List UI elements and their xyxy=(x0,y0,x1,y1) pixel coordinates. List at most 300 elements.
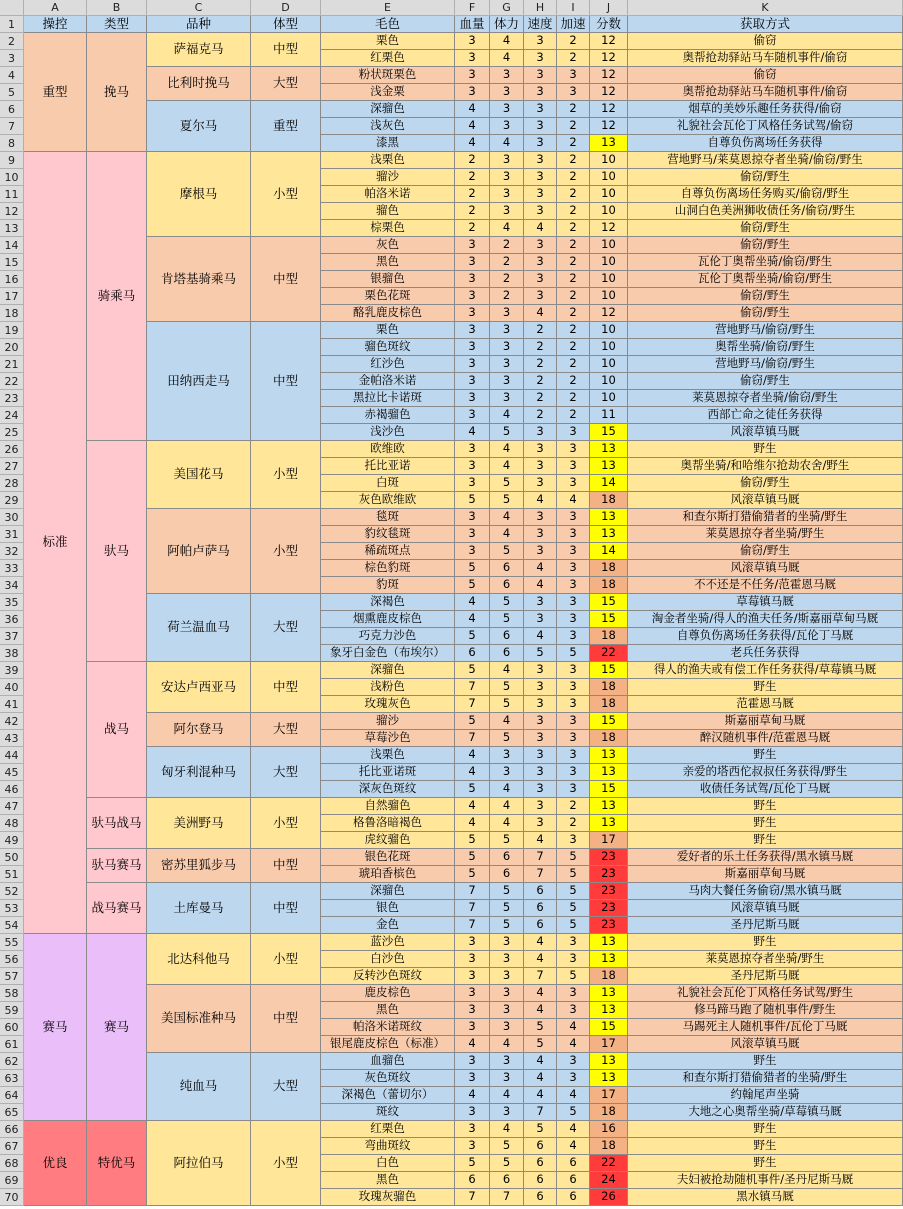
size-cell[interactable]: 大型 xyxy=(251,713,321,747)
row-header[interactable]: 48 xyxy=(0,815,24,832)
row-header[interactable]: 69 xyxy=(0,1172,24,1189)
health-cell[interactable]: 3 xyxy=(455,33,490,50)
speed-cell[interactable]: 4 xyxy=(524,1002,557,1019)
source-cell[interactable]: 营地野马/莱莫恩掠夺者坐骑/偷窃/野生 xyxy=(628,152,903,169)
stamina-cell[interactable]: 5 xyxy=(490,679,524,696)
coat-cell[interactable]: 毯斑 xyxy=(321,509,455,526)
source-cell[interactable]: 瓦伦丁奥帮坐骑/偷窃/野生 xyxy=(628,254,903,271)
size-cell[interactable]: 大型 xyxy=(251,1053,321,1121)
speed-cell[interactable]: 4 xyxy=(524,934,557,951)
speed-cell[interactable]: 3 xyxy=(524,611,557,628)
acceleration-cell[interactable]: 3 xyxy=(557,662,590,679)
acceleration-cell[interactable]: 3 xyxy=(557,67,590,84)
acceleration-cell[interactable]: 3 xyxy=(557,475,590,492)
speed-cell[interactable]: 3 xyxy=(524,679,557,696)
coat-cell[interactable]: 浅粉色 xyxy=(321,679,455,696)
speed-cell[interactable]: 2 xyxy=(524,373,557,390)
acceleration-cell[interactable]: 2 xyxy=(557,407,590,424)
acceleration-cell[interactable]: 3 xyxy=(557,84,590,101)
source-cell[interactable]: 野生 xyxy=(628,1155,903,1172)
score-cell[interactable]: 15 xyxy=(590,781,628,798)
acceleration-cell[interactable]: 2 xyxy=(557,237,590,254)
row-header[interactable]: 63 xyxy=(0,1070,24,1087)
coat-cell[interactable]: 浅沙色 xyxy=(321,424,455,441)
source-cell[interactable]: 老兵任务获得 xyxy=(628,645,903,662)
row-header[interactable]: 40 xyxy=(0,679,24,696)
speed-cell[interactable]: 3 xyxy=(524,509,557,526)
row-header[interactable]: 62 xyxy=(0,1053,24,1070)
acceleration-cell[interactable]: 2 xyxy=(557,50,590,67)
stamina-cell[interactable]: 5 xyxy=(490,543,524,560)
size-cell[interactable]: 小型 xyxy=(251,1121,321,1206)
coat-cell[interactable]: 灰色 xyxy=(321,237,455,254)
speed-cell[interactable]: 3 xyxy=(524,33,557,50)
score-cell[interactable]: 13 xyxy=(590,441,628,458)
coat-cell[interactable]: 弯曲斑纹 xyxy=(321,1138,455,1155)
row-header[interactable]: 3 xyxy=(0,50,24,67)
health-cell[interactable]: 3 xyxy=(455,407,490,424)
coat-cell[interactable]: 蓝沙色 xyxy=(321,934,455,951)
acceleration-cell[interactable]: 2 xyxy=(557,33,590,50)
size-cell[interactable]: 小型 xyxy=(251,152,321,237)
speed-cell[interactable]: 5 xyxy=(524,1019,557,1036)
speed-cell[interactable]: 3 xyxy=(524,730,557,747)
row-header[interactable]: 16 xyxy=(0,271,24,288)
stamina-cell[interactable]: 3 xyxy=(490,747,524,764)
health-cell[interactable]: 7 xyxy=(455,696,490,713)
speed-cell[interactable]: 6 xyxy=(524,1189,557,1206)
row-header[interactable]: 45 xyxy=(0,764,24,781)
health-cell[interactable]: 3 xyxy=(455,968,490,985)
source-cell[interactable]: 大地之心奥帮坐骑/草莓镇马厩 xyxy=(628,1104,903,1121)
coat-cell[interactable]: 虎纹骝色 xyxy=(321,832,455,849)
stamina-cell[interactable]: 3 xyxy=(490,322,524,339)
stamina-cell[interactable]: 3 xyxy=(490,968,524,985)
source-cell[interactable]: 圣丹尼斯马厩 xyxy=(628,917,903,934)
stamina-cell[interactable]: 4 xyxy=(490,220,524,237)
row-header[interactable]: 49 xyxy=(0,832,24,849)
speed-cell[interactable]: 3 xyxy=(524,288,557,305)
acceleration-cell[interactable]: 2 xyxy=(557,220,590,237)
coat-cell[interactable]: 骝沙 xyxy=(321,169,455,186)
source-cell[interactable]: 夫妇被抢劫随机事件/圣丹尼斯马厩 xyxy=(628,1172,903,1189)
stamina-cell[interactable]: 3 xyxy=(490,1002,524,1019)
health-cell[interactable]: 5 xyxy=(455,713,490,730)
source-cell[interactable]: 范霍恩马厩 xyxy=(628,696,903,713)
row-header[interactable]: 28 xyxy=(0,475,24,492)
control-cell[interactable]: 赛马 xyxy=(24,934,87,1121)
acceleration-cell[interactable]: 2 xyxy=(557,186,590,203)
score-cell[interactable]: 12 xyxy=(590,67,628,84)
stamina-cell[interactable]: 2 xyxy=(490,271,524,288)
acceleration-cell[interactable]: 3 xyxy=(557,594,590,611)
speed-cell[interactable]: 3 xyxy=(524,152,557,169)
row-header[interactable]: 18 xyxy=(0,305,24,322)
stamina-cell[interactable]: 4 xyxy=(490,662,524,679)
coat-cell[interactable]: 深褐色 xyxy=(321,594,455,611)
row-header[interactable]: 10 xyxy=(0,169,24,186)
speed-cell[interactable]: 3 xyxy=(524,254,557,271)
score-cell[interactable]: 13 xyxy=(590,798,628,815)
stamina-cell[interactable]: 3 xyxy=(490,339,524,356)
health-cell[interactable]: 3 xyxy=(455,305,490,322)
stamina-cell[interactable]: 4 xyxy=(490,713,524,730)
coat-cell[interactable]: 豹斑 xyxy=(321,577,455,594)
stamina-cell[interactable]: 3 xyxy=(490,169,524,186)
speed-cell[interactable]: 3 xyxy=(524,713,557,730)
source-cell[interactable]: 亲爱的塔西佗叔叔任务获得/野生 xyxy=(628,764,903,781)
score-cell[interactable]: 18 xyxy=(590,492,628,509)
row-header[interactable]: 61 xyxy=(0,1036,24,1053)
score-cell[interactable]: 12 xyxy=(590,84,628,101)
speed-cell[interactable]: 3 xyxy=(524,203,557,220)
header-cell[interactable]: 体型 xyxy=(251,16,321,33)
stamina-cell[interactable]: 3 xyxy=(490,203,524,220)
row-header[interactable]: 57 xyxy=(0,968,24,985)
stamina-cell[interactable]: 3 xyxy=(490,118,524,135)
source-cell[interactable]: 偷窃/野生 xyxy=(628,543,903,560)
source-cell[interactable]: 风滚草镇马厩 xyxy=(628,424,903,441)
acceleration-cell[interactable]: 2 xyxy=(557,373,590,390)
row-header[interactable]: 2 xyxy=(0,33,24,50)
health-cell[interactable]: 3 xyxy=(455,237,490,254)
source-cell[interactable]: 黑水镇马厩 xyxy=(628,1189,903,1206)
row-header[interactable]: 42 xyxy=(0,713,24,730)
header-cell[interactable]: 体力 xyxy=(490,16,524,33)
acceleration-cell[interactable]: 4 xyxy=(557,1121,590,1138)
speed-cell[interactable]: 3 xyxy=(524,67,557,84)
health-cell[interactable]: 3 xyxy=(455,288,490,305)
type-cell[interactable]: 挽马 xyxy=(87,33,147,152)
stamina-cell[interactable]: 6 xyxy=(490,1172,524,1189)
health-cell[interactable]: 3 xyxy=(455,1070,490,1087)
coat-cell[interactable]: 格鲁洛暗褐色 xyxy=(321,815,455,832)
speed-cell[interactable]: 4 xyxy=(524,492,557,509)
acceleration-cell[interactable]: 5 xyxy=(557,866,590,883)
stamina-cell[interactable]: 6 xyxy=(490,645,524,662)
column-header-H[interactable]: H xyxy=(524,0,557,16)
score-cell[interactable]: 10 xyxy=(590,237,628,254)
acceleration-cell[interactable]: 2 xyxy=(557,152,590,169)
health-cell[interactable]: 2 xyxy=(455,186,490,203)
stamina-cell[interactable]: 3 xyxy=(490,985,524,1002)
row-header[interactable]: 29 xyxy=(0,492,24,509)
stamina-cell[interactable]: 4 xyxy=(490,815,524,832)
score-cell[interactable]: 17 xyxy=(590,832,628,849)
coat-cell[interactable]: 玫瑰灰色 xyxy=(321,696,455,713)
score-cell[interactable]: 17 xyxy=(590,1036,628,1053)
health-cell[interactable]: 2 xyxy=(455,220,490,237)
health-cell[interactable]: 4 xyxy=(455,118,490,135)
coat-cell[interactable]: 黑拉比卡诺斑 xyxy=(321,390,455,407)
coat-cell[interactable]: 栗色花斑 xyxy=(321,288,455,305)
speed-cell[interactable]: 3 xyxy=(524,424,557,441)
coat-cell[interactable]: 深骝色 xyxy=(321,101,455,118)
coat-cell[interactable]: 草莓沙色 xyxy=(321,730,455,747)
column-header-B[interactable]: B xyxy=(87,0,147,16)
coat-cell[interactable]: 灰色欧维欧 xyxy=(321,492,455,509)
type-cell[interactable]: 骑乘马 xyxy=(87,152,147,441)
coat-cell[interactable]: 玫瑰灰骝色 xyxy=(321,1189,455,1206)
source-cell[interactable]: 草莓镇马厩 xyxy=(628,594,903,611)
health-cell[interactable]: 3 xyxy=(455,475,490,492)
coat-cell[interactable]: 银色 xyxy=(321,900,455,917)
coat-cell[interactable]: 烟熏鹿皮棕色 xyxy=(321,611,455,628)
score-cell[interactable]: 15 xyxy=(590,424,628,441)
acceleration-cell[interactable]: 2 xyxy=(557,322,590,339)
source-cell[interactable]: 得人的渔夫或有偿工作任务获得/草莓镇马厩 xyxy=(628,662,903,679)
row-header[interactable]: 22 xyxy=(0,373,24,390)
health-cell[interactable]: 5 xyxy=(455,628,490,645)
source-cell[interactable]: 营地野马/偷窃/野生 xyxy=(628,322,903,339)
coat-cell[interactable]: 反转沙色斑纹 xyxy=(321,968,455,985)
source-cell[interactable]: 奥帮抢劫驿站马车随机事件/偷窃 xyxy=(628,50,903,67)
health-cell[interactable]: 4 xyxy=(455,594,490,611)
acceleration-cell[interactable]: 3 xyxy=(557,781,590,798)
health-cell[interactable]: 3 xyxy=(455,543,490,560)
stamina-cell[interactable]: 5 xyxy=(490,1138,524,1155)
row-header[interactable]: 12 xyxy=(0,203,24,220)
row-header[interactable]: 11 xyxy=(0,186,24,203)
health-cell[interactable]: 4 xyxy=(455,101,490,118)
breed-cell[interactable]: 纯血马 xyxy=(147,1053,251,1121)
stamina-cell[interactable]: 4 xyxy=(490,50,524,67)
coat-cell[interactable]: 斑纹 xyxy=(321,1104,455,1121)
stamina-cell[interactable]: 3 xyxy=(490,67,524,84)
source-cell[interactable]: 自尊负伤离场任务购买/偷窃/野生 xyxy=(628,186,903,203)
acceleration-cell[interactable]: 6 xyxy=(557,1155,590,1172)
health-cell[interactable]: 4 xyxy=(455,611,490,628)
row-header[interactable]: 25 xyxy=(0,424,24,441)
source-cell[interactable]: 偷窃/野生 xyxy=(628,475,903,492)
score-cell[interactable]: 15 xyxy=(590,611,628,628)
stamina-cell[interactable]: 3 xyxy=(490,356,524,373)
score-cell[interactable]: 13 xyxy=(590,135,628,152)
health-cell[interactable]: 3 xyxy=(455,356,490,373)
row-header[interactable]: 6 xyxy=(0,101,24,118)
speed-cell[interactable]: 3 xyxy=(524,441,557,458)
speed-cell[interactable]: 2 xyxy=(524,339,557,356)
score-cell[interactable]: 15 xyxy=(590,713,628,730)
stamina-cell[interactable]: 2 xyxy=(490,254,524,271)
score-cell[interactable]: 10 xyxy=(590,203,628,220)
speed-cell[interactable]: 3 xyxy=(524,271,557,288)
speed-cell[interactable]: 3 xyxy=(524,118,557,135)
stamina-cell[interactable]: 4 xyxy=(490,798,524,815)
speed-cell[interactable]: 3 xyxy=(524,764,557,781)
health-cell[interactable]: 3 xyxy=(455,1019,490,1036)
size-cell[interactable]: 中型 xyxy=(251,322,321,441)
row-header[interactable]: 34 xyxy=(0,577,24,594)
source-cell[interactable]: 偷窃/野生 xyxy=(628,169,903,186)
score-cell[interactable]: 12 xyxy=(590,33,628,50)
column-header-E[interactable]: E xyxy=(321,0,455,16)
speed-cell[interactable]: 4 xyxy=(524,577,557,594)
size-cell[interactable]: 中型 xyxy=(251,33,321,67)
stamina-cell[interactable]: 3 xyxy=(490,186,524,203)
coat-cell[interactable]: 黑色 xyxy=(321,1002,455,1019)
speed-cell[interactable]: 4 xyxy=(524,1070,557,1087)
score-cell[interactable]: 13 xyxy=(590,1070,628,1087)
speed-cell[interactable]: 3 xyxy=(524,747,557,764)
stamina-cell[interactable]: 5 xyxy=(490,900,524,917)
health-cell[interactable]: 7 xyxy=(455,730,490,747)
source-cell[interactable]: 收债任务试驾/瓦伦丁马厩 xyxy=(628,781,903,798)
score-cell[interactable]: 23 xyxy=(590,866,628,883)
coat-cell[interactable]: 银色花斑 xyxy=(321,849,455,866)
stamina-cell[interactable]: 4 xyxy=(490,135,524,152)
acceleration-cell[interactable]: 2 xyxy=(557,798,590,815)
type-cell[interactable]: 赛马 xyxy=(87,934,147,1121)
stamina-cell[interactable]: 5 xyxy=(490,475,524,492)
acceleration-cell[interactable]: 2 xyxy=(557,390,590,407)
row-header[interactable]: 23 xyxy=(0,390,24,407)
coat-cell[interactable]: 金色 xyxy=(321,917,455,934)
health-cell[interactable]: 3 xyxy=(455,1002,490,1019)
health-cell[interactable]: 4 xyxy=(455,764,490,781)
coat-cell[interactable]: 棕栗色 xyxy=(321,220,455,237)
coat-cell[interactable]: 深褐色（蕾切尔） xyxy=(321,1087,455,1104)
row-header[interactable]: 41 xyxy=(0,696,24,713)
acceleration-cell[interactable]: 4 xyxy=(557,1138,590,1155)
row-header[interactable]: 17 xyxy=(0,288,24,305)
control-cell[interactable]: 重型 xyxy=(24,33,87,152)
type-cell[interactable]: 驮马战马 xyxy=(87,798,147,849)
acceleration-cell[interactable]: 2 xyxy=(557,118,590,135)
source-cell[interactable]: 不不还是不任务/范霍恩马厩 xyxy=(628,577,903,594)
health-cell[interactable]: 6 xyxy=(455,1172,490,1189)
speed-cell[interactable]: 4 xyxy=(524,832,557,849)
coat-cell[interactable]: 骝色 xyxy=(321,203,455,220)
header-cell[interactable]: 速度 xyxy=(524,16,557,33)
coat-cell[interactable]: 深骝色 xyxy=(321,883,455,900)
source-cell[interactable]: 斯嘉丽草甸马厩 xyxy=(628,866,903,883)
source-cell[interactable]: 奥帮坐骑/和哈维尔抢劫农舍/野生 xyxy=(628,458,903,475)
row-header[interactable]: 24 xyxy=(0,407,24,424)
score-cell[interactable]: 13 xyxy=(590,1053,628,1070)
speed-cell[interactable]: 5 xyxy=(524,1036,557,1053)
source-cell[interactable]: 醉汉随机事件/范霍恩马厩 xyxy=(628,730,903,747)
header-cell[interactable]: 毛色 xyxy=(321,16,455,33)
score-cell[interactable]: 10 xyxy=(590,288,628,305)
acceleration-cell[interactable]: 5 xyxy=(557,849,590,866)
score-cell[interactable]: 22 xyxy=(590,1155,628,1172)
row-header[interactable]: 30 xyxy=(0,509,24,526)
stamina-cell[interactable]: 6 xyxy=(490,577,524,594)
stamina-cell[interactable]: 5 xyxy=(490,594,524,611)
speed-cell[interactable]: 3 xyxy=(524,815,557,832)
coat-cell[interactable]: 银骝色 xyxy=(321,271,455,288)
row-header[interactable]: 59 xyxy=(0,1002,24,1019)
stamina-cell[interactable]: 3 xyxy=(490,1070,524,1087)
stamina-cell[interactable]: 4 xyxy=(490,1087,524,1104)
row-header[interactable]: 60 xyxy=(0,1019,24,1036)
stamina-cell[interactable]: 7 xyxy=(490,1189,524,1206)
coat-cell[interactable]: 酪乳鹿皮棕色 xyxy=(321,305,455,322)
health-cell[interactable]: 4 xyxy=(455,135,490,152)
stamina-cell[interactable]: 3 xyxy=(490,934,524,951)
health-cell[interactable]: 3 xyxy=(455,322,490,339)
stamina-cell[interactable]: 3 xyxy=(490,84,524,101)
stamina-cell[interactable]: 2 xyxy=(490,288,524,305)
speed-cell[interactable]: 3 xyxy=(524,101,557,118)
source-cell[interactable]: 瓦伦丁奥帮坐骑/偷窃/野生 xyxy=(628,271,903,288)
source-cell[interactable]: 风滚草镇马厩 xyxy=(628,492,903,509)
stamina-cell[interactable]: 4 xyxy=(490,458,524,475)
speed-cell[interactable]: 4 xyxy=(524,628,557,645)
health-cell[interactable]: 5 xyxy=(455,492,490,509)
stamina-cell[interactable]: 2 xyxy=(490,237,524,254)
size-cell[interactable]: 大型 xyxy=(251,594,321,662)
speed-cell[interactable]: 3 xyxy=(524,526,557,543)
row-header[interactable]: 58 xyxy=(0,985,24,1002)
type-cell[interactable]: 战马赛马 xyxy=(87,883,147,934)
speed-cell[interactable]: 4 xyxy=(524,560,557,577)
stamina-cell[interactable]: 3 xyxy=(490,1104,524,1121)
coat-cell[interactable]: 粉状斑栗色 xyxy=(321,67,455,84)
coat-cell[interactable]: 深骝色 xyxy=(321,662,455,679)
coat-cell[interactable]: 托比亚诺 xyxy=(321,458,455,475)
acceleration-cell[interactable]: 3 xyxy=(557,560,590,577)
acceleration-cell[interactable]: 5 xyxy=(557,883,590,900)
stamina-cell[interactable]: 5 xyxy=(490,1155,524,1172)
stamina-cell[interactable]: 4 xyxy=(490,441,524,458)
stamina-cell[interactable]: 4 xyxy=(490,33,524,50)
speed-cell[interactable]: 6 xyxy=(524,1172,557,1189)
score-cell[interactable]: 13 xyxy=(590,934,628,951)
score-cell[interactable]: 10 xyxy=(590,322,628,339)
score-cell[interactable]: 26 xyxy=(590,1189,628,1206)
row-header[interactable]: 31 xyxy=(0,526,24,543)
row-header[interactable]: 38 xyxy=(0,645,24,662)
source-cell[interactable]: 风滚草镇马厩 xyxy=(628,900,903,917)
row-header[interactable]: 8 xyxy=(0,135,24,152)
source-cell[interactable]: 偷窃/野生 xyxy=(628,288,903,305)
coat-cell[interactable]: 自然骝色 xyxy=(321,798,455,815)
size-cell[interactable]: 小型 xyxy=(251,509,321,594)
health-cell[interactable]: 5 xyxy=(455,1155,490,1172)
source-cell[interactable]: 野生 xyxy=(628,815,903,832)
breed-cell[interactable]: 萨福克马 xyxy=(147,33,251,67)
score-cell[interactable]: 13 xyxy=(590,747,628,764)
acceleration-cell[interactable]: 3 xyxy=(557,577,590,594)
health-cell[interactable]: 3 xyxy=(455,951,490,968)
acceleration-cell[interactable]: 5 xyxy=(557,1104,590,1121)
health-cell[interactable]: 3 xyxy=(455,934,490,951)
stamina-cell[interactable]: 3 xyxy=(490,101,524,118)
source-cell[interactable]: 莱莫恩掠夺者坐骑/野生 xyxy=(628,951,903,968)
coat-cell[interactable]: 赤褐骝色 xyxy=(321,407,455,424)
score-cell[interactable]: 12 xyxy=(590,220,628,237)
coat-cell[interactable]: 白沙色 xyxy=(321,951,455,968)
speed-cell[interactable]: 4 xyxy=(524,220,557,237)
acceleration-cell[interactable]: 3 xyxy=(557,747,590,764)
score-cell[interactable]: 22 xyxy=(590,645,628,662)
breed-cell[interactable]: 荷兰温血马 xyxy=(147,594,251,662)
row-header[interactable]: 56 xyxy=(0,951,24,968)
row-header[interactable]: 70 xyxy=(0,1189,24,1206)
stamina-cell[interactable]: 4 xyxy=(490,509,524,526)
health-cell[interactable]: 4 xyxy=(455,1087,490,1104)
stamina-cell[interactable]: 4 xyxy=(490,526,524,543)
row-header[interactable]: 7 xyxy=(0,118,24,135)
acceleration-cell[interactable]: 2 xyxy=(557,254,590,271)
score-cell[interactable]: 23 xyxy=(590,849,628,866)
stamina-cell[interactable]: 3 xyxy=(490,152,524,169)
stamina-cell[interactable]: 3 xyxy=(490,390,524,407)
score-cell[interactable]: 13 xyxy=(590,526,628,543)
acceleration-cell[interactable]: 6 xyxy=(557,1172,590,1189)
